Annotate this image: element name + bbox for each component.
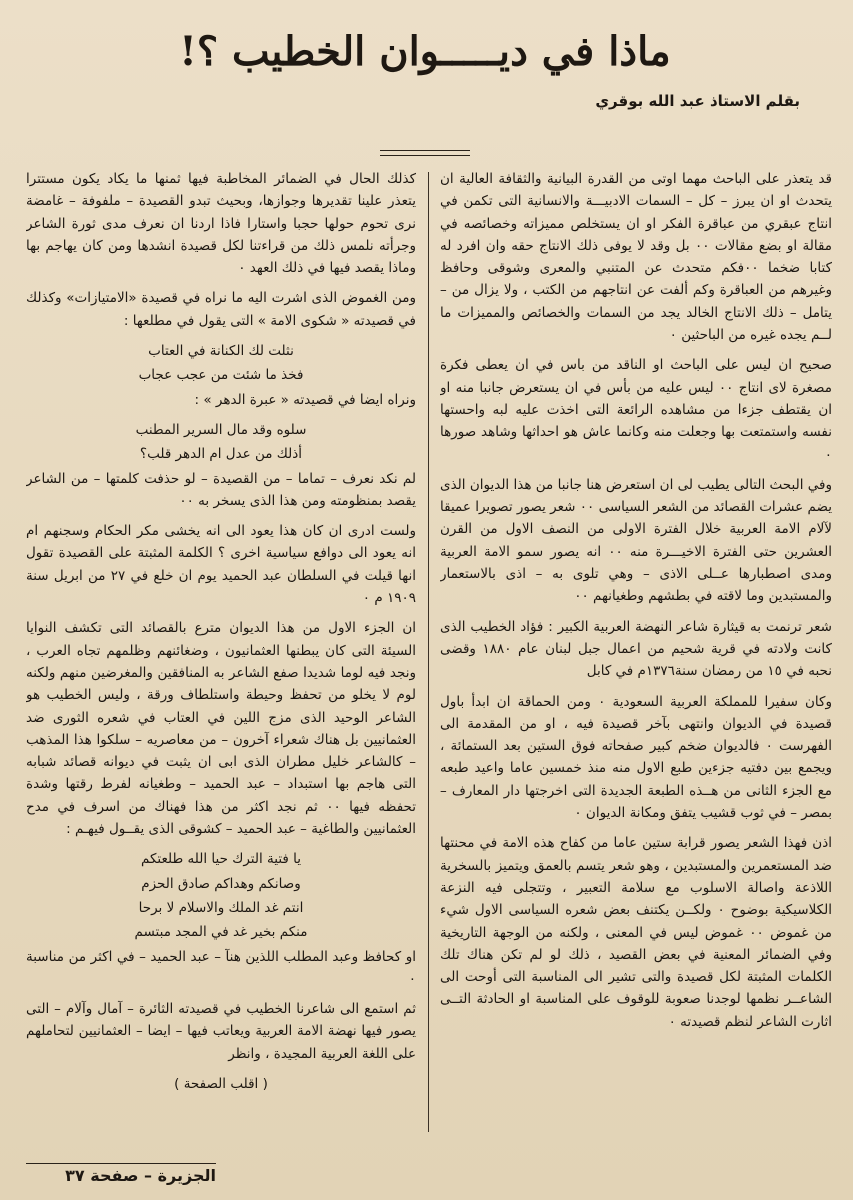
poem-verse: يا فتية الترك حيا الله طلعتكم <box>140 851 302 868</box>
title-separator-bottom <box>380 155 470 156</box>
paragraph: ان الجزء الاول من هذا الديوان مترع بالقصائد التى تكشف النوايا السيئة التى كان يبطنها العثمانيون ، وضغائنهم وظلمهم تجاه العرب ، ونجد فيه لوما شديدا صفع الشاعر به المنافقين والمغرضين منهم ولكنه لوم لا يخلو من تحفظ وحيطة واستلطاف ورقة ، وليس الخطيب هو الشاعر الوحيد الذى مزج اللين في العتاب في شعره الثورى ضد العثمانيين بل هناك شعراء آخرون – من معاصريه – سلكوا هذا المذهب – كالشاعر خليل مطران الذى ابى ان يثبت في ديوانه قصائد شبابه التى هاجم بها استبداد – عبد الحميد – وطغيانه لفرط رقتها وشدة تحفظه فيها ٠٠ ثم نجد اكثر من هذا فهناك من اسرف في مدح العثمانيين والطاغية – عبد الحميد – كشوقى الذى يقــول فيهـم : <box>26 620 416 838</box>
article-column-left <box>26 168 416 1136</box>
paragraph: وفي البحث التالى يطيب لى ان استعرض هنا جانبا من هذا الديوان الذى يضم عشرات القصائد من الشعر السياسى ٠٠ شعر يصور تصويرا عميقا لآلام الامة العربية خلال الفترة الاولى من النصف الاول من القرن العشرين حتى الفترة الاخيـــرة منه ٠٠ انه يصور سمو الامة العربية ومدى اصطبارها عــلى الاذى – وهي تلوى به – اذى بالاستعمار والمستبدين وما لاقته في بطشهم وطغيانهم ٠٠ <box>440 476 832 605</box>
article-byline: بقلم الاستاذ عبد الله بوقري <box>595 92 800 110</box>
page-footer: الجزيرة – صفحة ٣٧ <box>65 1166 216 1185</box>
poem-verse: انتم غد الملك والاسلام لا برحا <box>138 899 304 916</box>
page-turn-note: ( اقلب الصفحة ) <box>174 1075 268 1092</box>
paragraph: وكان سفيرا للمملكة العربية السعودية ٠ ومن الحماقة ان ابدأ باول قصيدة في الديوان وانتهى بآخر قصيدة فيه ، او من المقدمة الى الفهرست ٠ فالديوان ضخم كبير صفحاته فوق الستين بعد الستمائة ، ويجمع بين دفتيه جزءين طبع الاول منه منذ خمسين عاما واعيد طبعه مع الجزء الثانى من هــذه الطبعة الجديدة التى اخرجتها دار المعارف – بمصر – في ثوب قشيب يتفق ومكانة الديوان ٠ <box>440 693 832 822</box>
poem-verse: منكم بخير غد في المجد مبتسم <box>134 924 308 941</box>
poem-verse: سلوه وقد مال السرير المطنب <box>135 421 307 438</box>
article-column-right <box>440 168 832 1136</box>
paragraph: كذلك الحال في الضمائر المخاطبة فيها ثمنها ما يكاد يكون مستترا يتعذر علينا تقديرها وجوازها، وبحيث تبدو القصيدة – ملفوفة – غامضة نرى تحوم حولها حجبا واستارا فاذا اردنا ان نعرف مدى ثورة الشاعر وجرأته نلمس ذلك من قراءتنا لكل قصيدة انشدها ومن كان يهاجم بها وماذا يقصد فيها في ذلك العهد ٠ <box>26 171 416 277</box>
paragraph: اذن فهذا الشعر يصور قرابة ستين عاما من كفاح هذه الامة في محنتها ضد المستعمرين والمستبدين ، وهو شعر يتسم بالعمق ويتميز بالسخرية اللاذعة واصالة الاسلوب مع سلامة التعبير ، وتتجلى فيه النزعة الكلاسيكية بوضوح ٠ ولكــن يكتنف بعض شعره السياسى الاول شيء من غموض ٠٠ غموض ليس في المعنى ، ولكنه من الوجهة التاريخية وفي الضمائر المعنية في بعض القصيد ، ذلك لو لم تكن هناك تلك الكلمات المثبتة لكل قصيدة والتى تشير الى المناسبة التى أوحت الى الشاعــر نظمها لوجدنا صعوبة للوقوف على المناسبة او الحادثة التــى اثارت الشاعر لنظم قصيدته ٠ <box>440 835 832 1030</box>
article-title: ماذا في ديـــــوان الخطيب ؟! <box>179 28 671 75</box>
poem-verse: نثلت لك الكنانة في العتاب <box>148 343 294 360</box>
poem-verse: وصانكم وهداكم صادق الحزم <box>141 875 301 892</box>
paragraph: قد يتعذر على الباحث مهما اوتى من القدرة البيانية والثقافة العالية ان يتحدث او ان يبرز – كل – السمات الادبيـــة والانسانية التى تكمن في انتاج عبقري من عباقرة الفكر او ان يستخلص مميزاته وخصائصه في مقالة او بضع مقالات ٠٠ بل وقد لا يوفى ذلك الانتاج حقه وان افرد له كتابا ضخما ٠٠فكم متحدث عن المتنبي والمعرى وشوقى وحافظ وغيرهم من العباقرة وكم ألفت عن انتاجهم من الكتب ، ولا يزال من – يتامل – ذلك الانتاج الخالد يجد من السمات والخصائص والمميزات ما لــم يجده غيره من الباحثين ٠ <box>440 171 832 344</box>
paragraph: ولست ادرى ان كان هذا يعود الى انه يخشى مكر الحكام وسجنهم ام انه يعود الى دوافع سياسية اخرى ؟ الكلمة المثبتة على القصيدة تقول انها قيلت في السلطان عبد الحميد يوم ان خلع في ٢٧ من ابريل سنة ١٩٠٩ م ٠ <box>26 523 416 607</box>
title-separator-top <box>380 150 470 151</box>
paragraph: او كحافظ وعبد المطلب اللذين هنآ – عبد الحميد – في اكثر من مناسبة ٠ <box>26 948 416 987</box>
poem-verse: أذلك من عدل ام الدهر قلب؟ <box>139 446 303 463</box>
poem-verse: فخذ ما شئت من عجب عجاب <box>138 367 304 384</box>
paragraph: صحيح ان ليس على الباحث او الناقد من باس في ان يعطى فكرة مصغرة لاى انتاج ٠٠ ليس عليه من بأس في ان يستعرض جانبا منه او ان يقتطف جزءا من مشاهده الرائعة التى اخذت عليه لبه واحستها نفسه واستمتعت بها وجعلت منه وكانما عاش هو احداثها وشاهد صورها ٠ <box>440 357 832 463</box>
column-divider <box>428 172 429 1132</box>
paragraph: ثم استمع الى شاعرنا الخطيب في قصيدته الثائرة – آمال وآلام – التى يصور فيها نهضة الامة العربية ويعاتب فيها – ايضا – العثمانيين لتحاملهم على اللغة العربية المجيدة ، وانظر <box>26 1001 416 1062</box>
paragraph: لم نكد نعرف – تماما – من القصيدة – لو حذفت كلمتها – من الشاعر يقصد بمنظومته ومن هذا الذى يسخر به ٠٠ <box>26 470 416 509</box>
paragraph: شعر ترنمت به قيثارة شاعر النهضة العربية الكبير : فؤاد الخطيب الذى كانت ولادته في قرية شحيم من اعمال جبل لبنان عام ١٨٨٠ وقضى نحبه في ١٥ من رمضان سنة١٣٧٦م في كابل <box>440 618 832 680</box>
paragraph: ونراه ايضا في قصيدته « عبرة الدهر » : <box>194 391 416 408</box>
paragraph: ومن الغموض الذى اشرت اليه ما نراه في قصيدة «الامتيازات» وكذلك في قصيدته « شكوى الامة » التى يقول في مطلعها : <box>26 290 416 329</box>
footer-rule <box>26 1163 216 1164</box>
